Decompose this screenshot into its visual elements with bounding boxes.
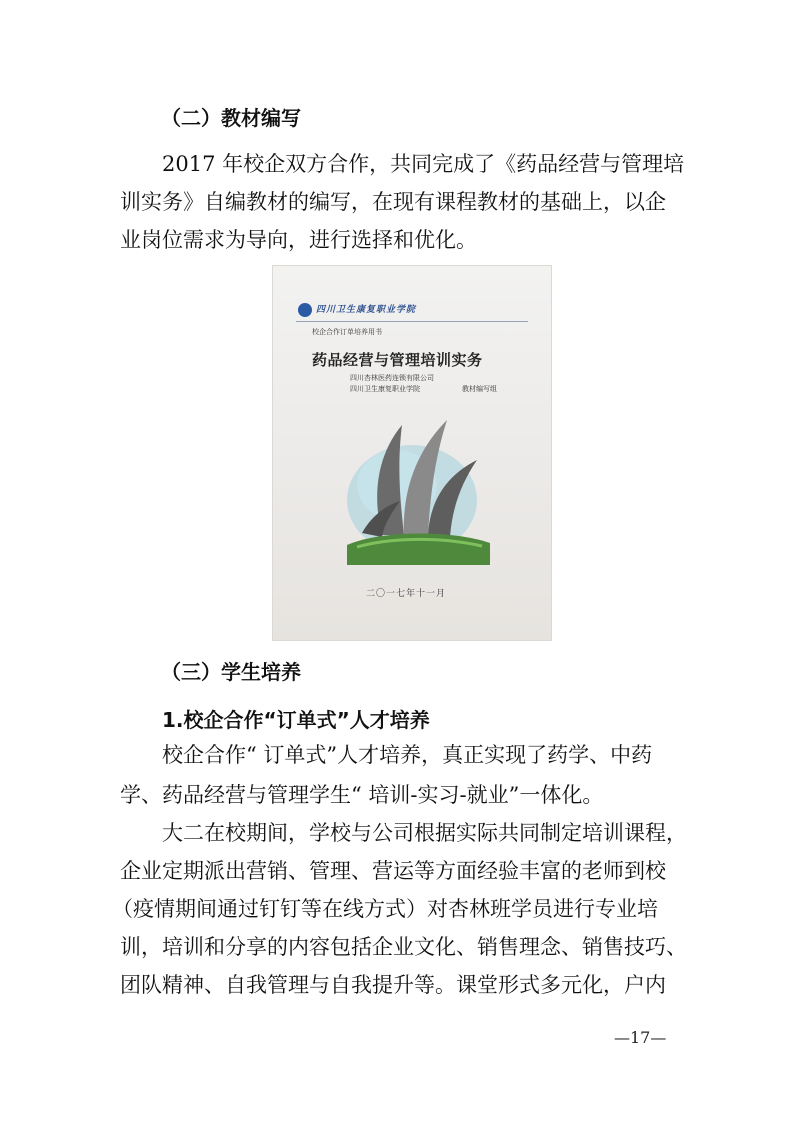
- cover-title: 药品经营与管理培训实务: [312, 351, 483, 369]
- page-number: —17—: [614, 1028, 667, 1047]
- paragraph-line: （疫情期间通过钉钉等在线方式）对杏林班学员进行专业培: [112, 897, 658, 921]
- cover-org-school: 四川卫生康复职业学院: [350, 385, 420, 393]
- paragraph-line: 2017 年校企双方合作，共同完成了《药品经营与管理培: [162, 152, 685, 176]
- section-heading-student-training: （三）学生培养: [161, 660, 301, 684]
- cover-org-company: 四川杏林医药连锁有限公司: [350, 374, 434, 382]
- school-logo-icon: [298, 303, 312, 317]
- cover-divider: [296, 321, 528, 322]
- section-heading-textbook: （二）教材编写: [161, 106, 301, 130]
- cover-date: 二〇一七年十一月: [366, 589, 447, 599]
- textbook-cover-photo: [272, 265, 552, 641]
- school-logo-text: 四川卫生康复职业学院: [316, 305, 417, 315]
- paragraph-line: 团队精神、自我管理与自我提升等。课堂形式多元化，户内: [120, 973, 666, 997]
- subsection-heading-order-training: 1.校企合作“订单式”人才培养: [162, 708, 430, 732]
- paragraph-line: 企业定期派出营销、管理、营运等方面经验丰富的老师到校: [120, 859, 666, 883]
- paragraph-line: 训实务》自编教材的编写，在现有课程教材的基础上，以企: [120, 190, 666, 214]
- sculpture-illustration: [342, 405, 492, 565]
- paragraph-line: 业岗位需求为导向，进行选择和优化。: [120, 228, 477, 252]
- cover-editor: 教材编写组: [462, 385, 497, 393]
- paragraph-line: 大二在校期间，学校与公司根据实际共同制定培训课程，: [162, 821, 687, 845]
- paragraph-line: 校企合作“ 订单式”人才培养，真正实现了药学、中药: [162, 743, 653, 767]
- paragraph-line: 学、药品经营与管理学生“ 培训-实习-就业”一体化。: [120, 783, 604, 807]
- paragraph-line: 训，培训和分享的内容包括企业文化、销售理念、销售技巧、: [120, 935, 687, 959]
- cover-subtitle: 校企合作订单培养用书: [312, 328, 382, 336]
